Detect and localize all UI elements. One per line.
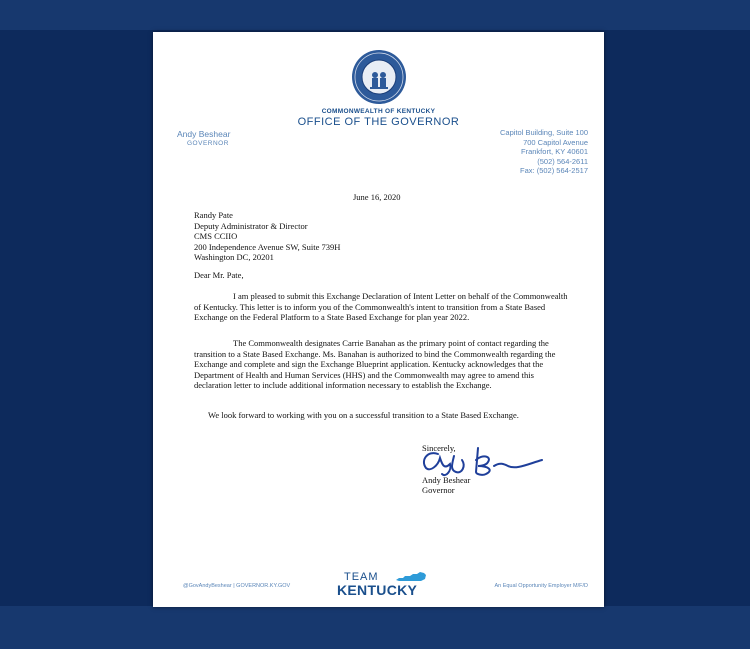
recipient-line: Deputy Administrator & Director: [194, 220, 308, 231]
recipient-line: 200 Independence Avenue SW, Suite 739H: [194, 241, 341, 252]
footer-team-word: TEAM: [344, 571, 379, 583]
recipient-line: CMS CCIIO: [194, 231, 238, 241]
footer-equal-opportunity: An Equal Opportunity Employer M/F/D: [494, 583, 588, 589]
footer-kentucky-word: KENTUCKY: [337, 582, 418, 598]
address-line: 700 Capitol Avenue: [523, 137, 588, 147]
bottom-band: [0, 606, 750, 649]
kentucky-state-shape-icon: [395, 571, 427, 582]
paragraph-3: We look forward to working with you on a successful transition to a State Based Exchange.: [208, 410, 519, 420]
letterhead-governor-name: Andy Beshear: [177, 129, 231, 139]
address-line: Frankfort, KY 40601: [521, 147, 588, 156]
paragraph-2: The Commonwealth designates Carrie Banahan as the primary point of contact regarding the transition to a State Based Exchange. Ms. Banahan is authorized to bind the Commonwealth regarding the Exchange and complete and sign the Exchange Blueprint application. Kentucky acknowledges that the Department of Health and Human Services (HHS) and the Commonwealth may agree to amend this declaration letter to include additional information necessary to establish the Exchange.: [194, 338, 556, 390]
address-line: (502) 564-2611: [537, 156, 588, 166]
letter-date: June 16, 2020: [353, 192, 401, 202]
recipient-line: Washington DC, 20201: [194, 252, 274, 262]
kentucky-seal-icon: [351, 49, 407, 105]
closing: Sincerely,: [422, 443, 456, 453]
signer-title: Governor: [422, 485, 455, 495]
recipient-block: [194, 210, 340, 263]
salutation: Dear Mr. Pate,: [194, 270, 244, 280]
top-band: [0, 0, 750, 30]
letterhead-commonwealth: COMMONWEALTH OF KENTUCKY: [321, 108, 436, 115]
letter-page: [153, 32, 604, 607]
recipient-line: Randy Pate: [194, 210, 233, 220]
letterhead-governor-title: GOVERNOR: [187, 140, 229, 147]
paragraph-1: I am pleased to submit this Exchange Declaration of Intent Letter on behalf of the Commonwealth of Kentucky. This letter is to inform you of the Commonwealth's intent to transition from a State Based Exchange on the Federal Platform to a State Based Exchange for plan year 2022.: [194, 291, 568, 322]
address-line: Fax: (502) 564-2517: [520, 166, 588, 175]
signer-name: Andy Beshear: [422, 475, 471, 485]
letterhead-office: OFFICE OF THE GOVERNOR: [297, 116, 460, 128]
address-line: Capitol Building, Suite 100: [500, 128, 588, 137]
footer-social: @GovAndyBeshear | GOVERNOR.KY.GOV: [183, 583, 291, 589]
letterhead-address: [500, 128, 588, 176]
